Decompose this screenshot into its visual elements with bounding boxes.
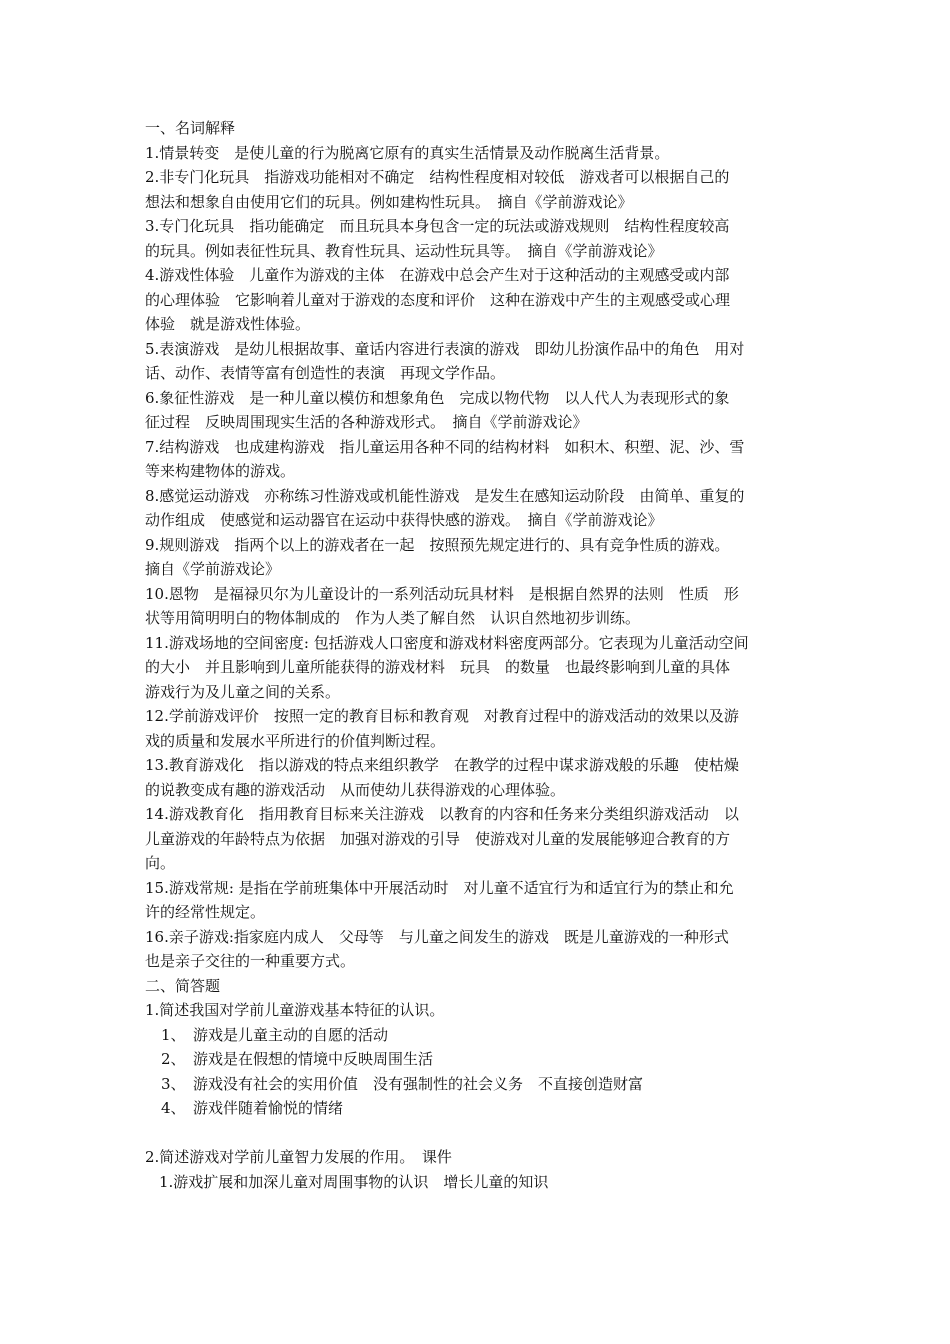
text-line: 15.游戏常规: 是指在学前班集体中开展活动时 对儿童不适宜行为和适宜行为的禁止和允: [145, 878, 734, 897]
list-item: 1、 游戏是儿童主动的自愿的活动: [161, 1025, 389, 1044]
text-line: 14.游戏教育化 指用教育目标来关注游戏 以教育的内容和任务来分类组织游戏活动 以: [145, 805, 739, 823]
text-line: 话、动作、表情等富有创造性的表演 再现文学作品。: [145, 364, 506, 382]
text-line: 13.教育游戏化 指以游戏的特点来组织教学 在教学的过程中谋求游戏般的乐趣 使枯燥: [145, 756, 739, 774]
text-line: 1.情景转变 是使儿童的行为脱离它原有的真实生活情景及动作脱离生活背景。: [145, 143, 670, 162]
text-line: 儿童游戏的年龄特点为依据 加强对游戏的引导 使游戏对儿童的发展能够迎合教育的方: [145, 829, 731, 848]
list-item: 2、 游戏是在假想的情境中反映周围生活: [161, 1050, 434, 1068]
text-line: 戏的质量和发展水平所进行的价值判断过程。: [145, 731, 446, 750]
text-line: 的大小 并且影响到儿童所能获得的游戏材料 玩具 的数量 也最终影响到儿童的具体: [145, 658, 731, 676]
blank-line: [145, 1121, 815, 1146]
text-line: 的心理体验 它影响着儿童对于游戏的态度和评价 这种在游戏中产生的主观感受或心理: [145, 290, 731, 309]
text-line: 的说教变成有趣的游戏活动 从而使幼儿获得游戏的心理体验。: [145, 780, 566, 799]
question-title: 1.简述我国对学前儿童游戏基本特征的认识。: [145, 1001, 445, 1019]
list-item: 1.游戏扩展和加深儿童对周围事物的认识 增长儿童的知识: [159, 1172, 549, 1191]
text-line: 的玩具。例如表征性玩具、教育性玩具、运动性玩具等。 摘自《学前游戏论》: [145, 241, 663, 260]
text-line: 许的经常性规定。: [145, 903, 266, 921]
question-title: 2.简述游戏对学前儿童智力发展的作用。 课件: [145, 1148, 452, 1166]
text-line: 征过程 反映周围现实生活的各种游戏形式。 摘自《学前游戏论》: [145, 413, 588, 431]
text-line: 10.恩物 是福禄贝尔为儿童设计的一系列活动玩具材料 是根据自然界的法则 性质 形: [145, 584, 739, 603]
text-line: 3.专门化玩具 指功能确定 而且玩具本身包含一定的玩法或游戏规则 结构性程度较高: [145, 217, 730, 235]
text-line: 12.学前游戏评价 按照一定的教育目标和教育观 对教育过程中的游戏活动的效果以及游: [145, 707, 739, 725]
text-line: 2.非专门化玩具 指游戏功能相对不确定 结构性程度相对较低 游戏者可以根据自己的: [145, 168, 730, 186]
text-line: 8.感觉运动游戏 亦称练习性游戏或机能性游戏 是发生在感知运动阶段 由简单、重复的: [145, 486, 745, 505]
text-line: 体验 就是游戏性体验。: [145, 315, 311, 333]
text-line: 也是亲子交往的一种重要方式。: [145, 952, 356, 970]
text-line: 7.结构游戏 也成建构游戏 指儿童运用各种不同的结构材料 如积木、积塑、泥、沙、雪: [145, 437, 745, 456]
text-line: 5.表演游戏 是幼儿根据故事、童话内容进行表演的游戏 即幼儿扮演作品中的角色 用对: [145, 339, 745, 358]
text-line: 等来构建物体的游戏。: [145, 462, 296, 480]
text-line: 状等用简明明白的物体制成的 作为人类了解自然 认识自然地初步训练。: [145, 609, 641, 627]
list-item: 3、 游戏没有社会的实用价值 没有强制性的社会义务 不直接创造财富: [161, 1074, 644, 1093]
section-title: 一、名词解释: [145, 119, 236, 137]
text-line: 6.象征性游戏 是一种儿童以模仿和想象角色 完成以物代物 以人代人为表现形式的象: [145, 388, 730, 407]
text-line: 摘自《学前游戏论》: [145, 560, 281, 578]
text-line: 4.游戏性体验 儿童作为游戏的主体 在游戏中总会产生对于这种活动的主观感受或内部: [145, 266, 730, 284]
text-line: 11.游戏场地的空间密度: 包括游戏人口密度和游戏材料密度两部分。它表现为儿童活动空间: [145, 633, 749, 652]
text-line: 游戏行为及儿童之间的关系。: [145, 682, 341, 701]
text-line: 16.亲子游戏:指家庭内成人 父母等 与儿童之间发生的游戏 既是儿童游戏的一种形式: [145, 927, 729, 946]
section-title: 二、简答题: [145, 976, 221, 995]
text-line: 想法和想象自由使用它们的玩具。例如建构性玩具。 摘自《学前游戏论》: [145, 192, 633, 211]
text-line: 动作组成 使感觉和运动器官在运动中获得快感的游戏。 摘自《学前游戏论》: [145, 511, 663, 529]
text-line: 9.规则游戏 指两个以上的游戏者在一起 按照预先规定进行的、具有竞争性质的游戏。: [145, 535, 730, 554]
document-body: [145, 116, 815, 1194]
text-line: 向。: [145, 854, 176, 872]
list-item: 4、 游戏伴随着愉悦的情绪: [161, 1099, 344, 1117]
